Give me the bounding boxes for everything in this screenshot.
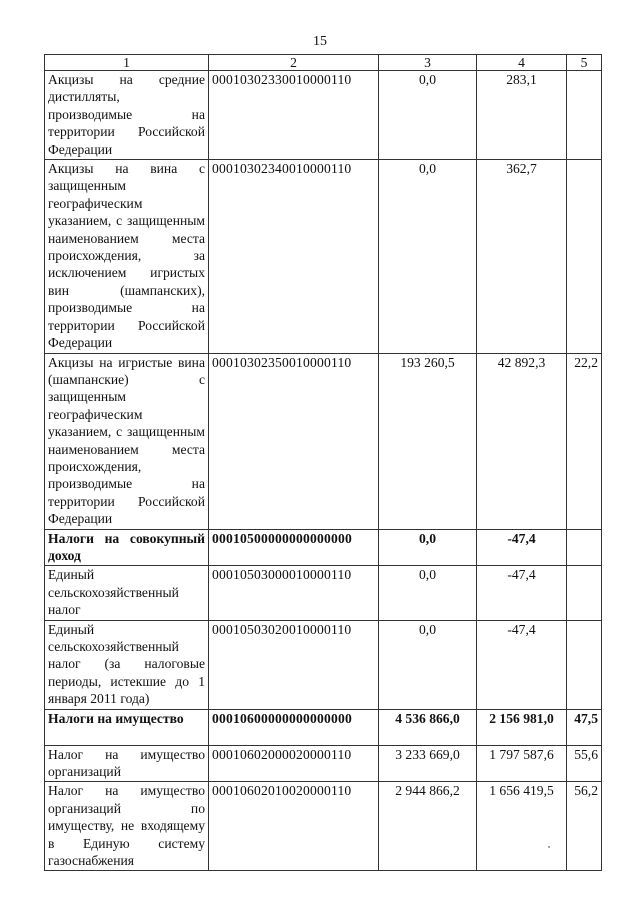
row-col3: 0,0	[379, 566, 477, 620]
row-col5	[567, 566, 602, 620]
row-col4: -47,4	[477, 529, 567, 566]
scan-speck	[548, 846, 550, 848]
row-col5: 55,6	[567, 745, 602, 782]
column-header: 2	[209, 55, 379, 71]
row-col4: 283,1	[477, 71, 567, 160]
row-code: 00010600000000000000	[209, 709, 379, 745]
table-row	[45, 71, 602, 160]
row-name: Акцизы на вина с защищенным географическим указанием, с защищенным наименованием места происхождения, за исключением игристых вин (шампанских), производимые на территории Российской Федерации	[45, 160, 209, 353]
row-col5: 22,2	[567, 353, 602, 529]
row-col5	[567, 160, 602, 353]
row-col4: 362,7	[477, 160, 567, 353]
row-col3: 0,0	[379, 71, 477, 160]
table-row	[45, 745, 602, 782]
table-row	[45, 160, 602, 353]
row-col4: 1 797 587,6	[477, 745, 567, 782]
page-number: 15	[313, 34, 327, 49]
row-name: Акцизы на игристые вина (шампанские) с защищенным географическим указанием, с защищенным наименованием места происхождения, производимые на территории Российской Федерации	[45, 353, 209, 529]
budget-table	[44, 54, 602, 871]
row-name: Акцизы на средние дистилляты, производимые на территории Российской Федерации	[45, 71, 209, 160]
row-code: 00010302340010000110	[209, 160, 379, 353]
row-col3: 4 536 866,0	[379, 709, 477, 745]
table-header-row	[45, 55, 602, 71]
table-row	[45, 353, 602, 529]
table-row	[45, 782, 602, 871]
row-name: Единый сельскохозяйственный налог (за налоговые периоды, истекшие до 1 января 2011 года)	[45, 620, 209, 709]
row-col4: -47,4	[477, 566, 567, 620]
row-col3: 193 260,5	[379, 353, 477, 529]
row-col5: 56,2	[567, 782, 602, 871]
row-code: 00010503000010000110	[209, 566, 379, 620]
row-col4: 42 892,3	[477, 353, 567, 529]
row-code: 00010302350010000110	[209, 353, 379, 529]
column-header: 3	[379, 55, 477, 71]
table-row	[45, 709, 602, 745]
row-col5	[567, 71, 602, 160]
row-col3: 2 944 866,2	[379, 782, 477, 871]
row-col5: 47,5	[567, 709, 602, 745]
row-name: Налог на имущество организаций по имуществу, не входящему в Единую систему газоснабжения	[45, 782, 209, 871]
row-col5	[567, 529, 602, 566]
row-code: 00010602000020000110	[209, 745, 379, 782]
column-header: 5	[567, 55, 602, 71]
row-col5	[567, 620, 602, 709]
table-row	[45, 529, 602, 566]
row-col4: -47,4	[477, 620, 567, 709]
row-col3: 0,0	[379, 620, 477, 709]
row-name: Налоги на имущество	[45, 709, 209, 745]
column-header: 1	[45, 55, 209, 71]
column-header: 4	[477, 55, 567, 71]
row-col3: 3 233 669,0	[379, 745, 477, 782]
row-col3: 0,0	[379, 160, 477, 353]
table-row	[45, 620, 602, 709]
row-col4: 1 656 419,5	[477, 782, 567, 871]
row-name: Налог на имущество организаций	[45, 745, 209, 782]
row-code: 00010602010020000110	[209, 782, 379, 871]
table-row	[45, 566, 602, 620]
row-code: 00010500000000000000	[209, 529, 379, 566]
row-code: 00010302330010000110	[209, 71, 379, 160]
row-code: 00010503020010000110	[209, 620, 379, 709]
row-col4: 2 156 981,0	[477, 709, 567, 745]
row-col3: 0,0	[379, 529, 477, 566]
row-name: Единый сельскохозяйственный налог	[45, 566, 209, 620]
row-name: Налоги на совокупный доход	[45, 529, 209, 566]
